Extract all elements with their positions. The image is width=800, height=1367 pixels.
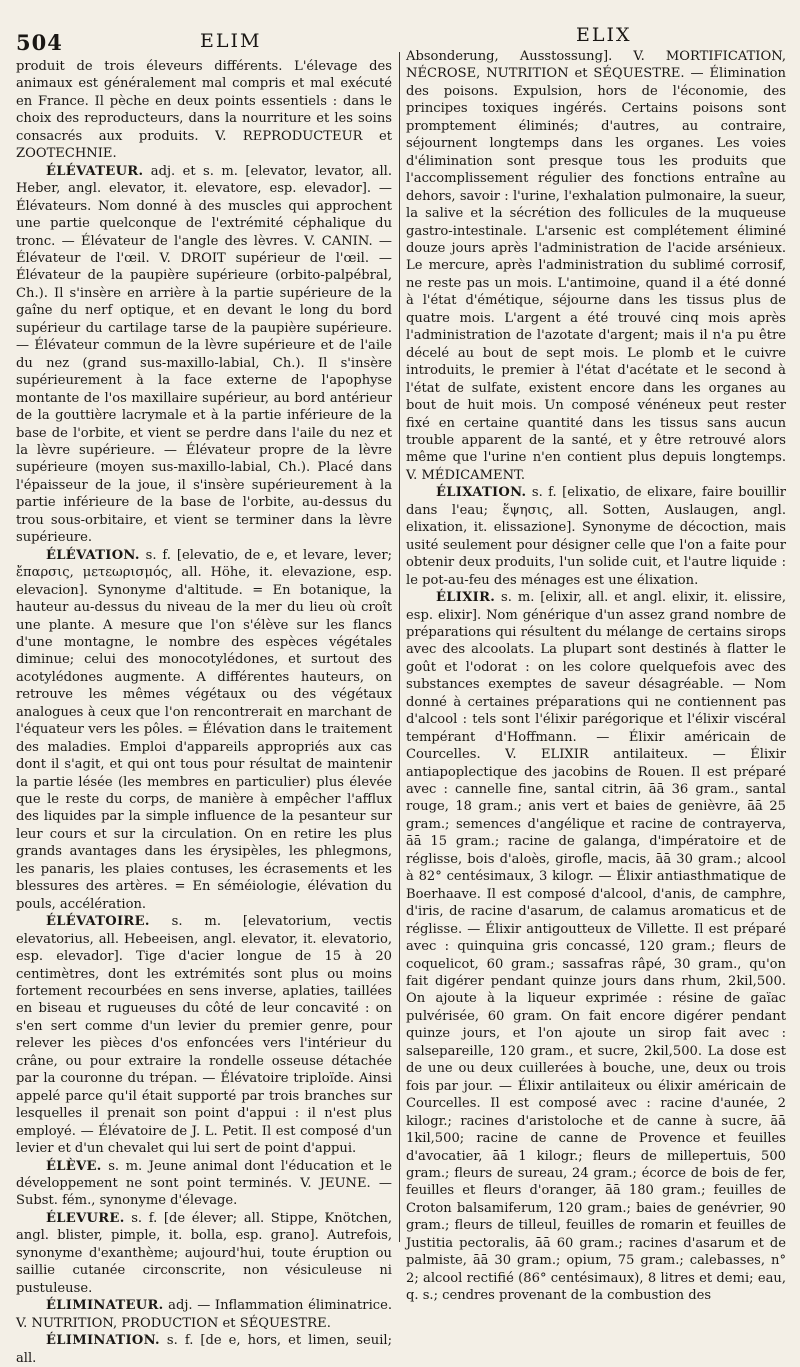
right-column [406,48,786,1304]
column-divider [399,52,400,1242]
left-column-paragraph [16,1297,392,1332]
entry-headword: ÉLÈVE. [46,1158,102,1174]
entry-headword: ÉLIMINATION. [46,1333,160,1349]
left-column-paragraph [16,1210,392,1297]
right-running-head: ELIX [576,24,632,46]
left-column-paragraph [16,163,392,547]
entry-text: s. f. [elixatio, de elixare, faire bouillir dans l'eau; ἕψησις, all. Sotten, Auslaugen, angl. elixation, it. elissazione]. Synonyme de décoction, mais usité seulement pour désigner celle que l'on a faite pour obtenir deux produits, l'un solide cuit, et l'autre liquide : le pot-au-feu des ménages est une élixation. [406,485,786,588]
entry-headword: ÉLIXATION. [436,485,527,501]
right-column-paragraph [406,48,786,484]
left-column-paragraph [16,1332,392,1367]
right-column-paragraph [406,589,786,1305]
entry-text: s. f. [de élever; all. Stippe, Knötchen, angl. blister, pimple, it. bolla, esp. grano]. Autrefois, synonyme d'exanthème; aujourd'hui, toute éruption ou saillie cutanée circonscrite, non vésiculeuse ni pustuleuse. [16,1210,392,1296]
entry-text: s. f. [elevatio, de e, et levare, lever; ἔπαρσις, μετεωρισμός, all. Höhe, it. elevazione, esp. elevacion]. Synonyme d'altitude. = En botanique, la hauteur au-dessus du niveau de la mer du lieu où croît une plante. A mesure que l'on s'élève sur les flancs d'une montagne, le nombre des espèces végétales diminue; celui des monocotylédones, et surtout des acotylédones augmente. A différentes hauteurs, on retrouve les mêmes végétaux ou des végétaux analogues à ceux que l'on rencontrerait en marchant de l'équateur vers les pôles. = Élévation dans le traitement des maladies. Emploi d'appareils appropriés aux cas dont il s'agit, et qui ont tous pour résultat de maintenir la partie lésée (les membres en particulier) plus élevée que le reste du corps, de manière à empêcher l'afflux des liquides par la simple influence de la pesanteur sur leur cours et sur la circulation. On en retire les plus grands avantages dans les érysipèles, les phlegmons, les panaris, les plaies contuses, les écrasements et les blessures des artères. = En séméiologie, élévation du pouls, accélération. [16,547,392,912]
left-running-head: ELIM [200,30,262,52]
right-column-paragraph [406,484,786,589]
entry-text: adj. — Inflammation éliminatrice. V. NUTRITION, PRODUCTION et SÉQUESTRE. [16,1298,392,1331]
left-column-paragraph [16,1158,392,1210]
left-column-paragraph [16,58,392,163]
entry-text: s. f. [de e, hors, et limen, seuil; all. [16,1333,392,1366]
entry-headword: ÉLEVURE. [46,1210,125,1226]
entry-text: s. m. [elixir, all. et angl. elixir, it. elissire, esp. elixir]. Nom générique d'un assez grand nombre de préparations qui résultent du mélange de certains sirops avec des alcoolats. La plupart sont destinés à flatter le goût et l'odorat : on les colore quelquefois avec des substances exemptes de saveur désagréable. — Nom donné à certaines préparations qui ne contiennent pas d'alcool : tels sont l'élixir parégorique et l'élixir viscéral tempérant d'Hoffmann. — Élixir américain de Courcelles. V. ELIXIR antilaiteux. — Élixir antiapoplectique des jacobins de Rouen. Il est préparé avec : cannelle fine, santal citrin, āā 36 gram., santal rouge, 18 gram.; anis vert et baies de genièvre, āā 25 gram.; semences d'angélique et racine de contrayerva, āā 15 gram.; racine de galanga, d'impératoire et de réglisse, bois d'aloès, girofle, macis, āā 30 gram.; alcool à 82° centésimaux, 3 kilogr. — Élixir antiasthmatique de Boerhaave. Il est composé d'alcool, d'anis, de camphre, d'iris, de racine d'asarum, de calamus aromaticus et de réglisse. — Élixir antigoutteux de Villette. Il est préparé avec : quinquina gris concassé, 120 gram.; fleurs de coquelicot, 60 gram.; sassafras râpé, 30 gram., qu'on fait digérer pendant quinze jours dans rhum, 2kil,500. On ajoute à la liqueur exprimée : résine de gaïac pulvérisée, 60 gram. On fait encore digérer pendant quinze jours, et l'on ajoute un sirop fait avec : salsepareille, 120 gram., et sucre, 2kil,500. La dose est de une ou deux cuillerées à bouche, une, deux ou trois fois par jour. — Élixir antilaiteux ou élixir américain de Courcelles. Il est composé avec : racine d'aunée, 2 kilogr.; racines d'aristoloche et de canne à sucre, āā 1kil,500; racine de canne de Provence et feuilles d'avocatier, āā 1 kilogr.; fleurs de millepertuis, 500 gram.; fleurs de sureau, 24 gram.; écorce de bois de fer, feuilles et fleurs d'oranger, āā 180 gram.; feuilles de Croton balsamiferum, 120 gram.; baies de genévrier, 90 gram.; fleurs de tilleul, feuilles de romarin et feuilles de Justitia pectoralis, āā 60 gram.; racines d'asarum et de palmiste, āā 30 gram.; opium, 75 gram.; calebasses, n° 2; alcool rectifié (86° centésimaux), 8 litres et demi; eau, q. s.; cendres provenant de la combustion des [406,590,786,1304]
entry-headword: ÉLIXIR. [436,590,496,606]
entry-headword: ÉLÉVATOIRE. [46,914,150,930]
entry-text: produit de trois éleveurs différents. L'élevage des animaux est généralement mal compris et mal exécuté en France. Il pèche en deux points essentiels : dans le choix des reproducteurs, dans la nourriture et les soins consacrés aux produits. V. REPRODUCTEUR et ZOOTECHNIE. [16,59,392,162]
left-column-paragraph [16,913,392,1157]
entry-headword: ÉLIMINATEUR. [46,1298,164,1314]
left-column-paragraph [16,547,392,914]
entry-headword: ÉLÉVATEUR. [46,163,144,179]
entry-headword: ÉLÉVATION. [46,547,140,563]
entry-text: s. m. [elevatorium, vectis elevatorius, all. Hebeeisen, angl. elevator, it. elevatorio, esp. elevador]. Tige d'acier longue de 15 à 20 centimètres, dont les extrémités sont plus ou moins fortement recourbées en sens inverse, aplaties, taillées en biseau et rugueuses du côté de leur concavité : on s'en sert comme d'un levier du premier genre, pour relever les pièces d'os enfoncées vers l'intérieur du crâne, ou pour extraire la rondelle osseuse détachée par la couronne du trépan. — Élévatoire triploïde. Ainsi appelé parce qu'il était supporté par trois branches sur lesquelles il prenait son point d'appui : il n'est plus employé. — Élévatoire de J. L. Petit. Il est composé d'un levier et d'un chevalet qui lui sert de point d'appui. [16,914,392,1157]
page-number: 504 [16,30,63,55]
left-column [16,58,392,1366]
entry-text: s. m. Jeune animal dont l'éducation et le développement ne sont point terminés. V. JEUNE. — Subst. fém., synonyme d'élevage. [16,1158,392,1209]
entry-text: adj. et s. m. [elevator, levator, all. Heber, angl. elevator, it. elevatore, esp. elevador]. — Élévateurs. Nom donné à des muscles qui approchent une partie quelconque de l'extrémité céphalique du tronc. — Élévateur de l'angle des lèvres. V. CANIN. — Élévateur de l'œil. V. DROIT supérieur de l'œil. — Élévateur de la paupière supérieure (orbito-palpébral, Ch.). Il s'insère en arrière à la partie supérieure de la gaîne du nerf optique, et en devant le long du bord supérieur du cartilage tarse de la paupière supérieure. — Élévateur commun de la lèvre supérieure et de l'aile du nez (grand sus-maxillo-labial, Ch.). Il s'insère supérieurement à la face externe de l'apophyse montante de l'os maxillaire supérieur, au bord antérieur de la gouttière lacrymale et à la partie inférieure de la base de l'orbite, et vient se perdre dans l'aile du nez et la lèvre supérieure. — Élévateur propre de la lèvre supérieure (moyen sus-maxillo-labial, Ch.). Placé dans l'épaisseur de la joue, il s'insère supérieurement à la partie inférieure de la base de l'orbite, au-dessus du trou sous-orbitaire, et vient se terminer dans la lèvre supérieure. [16,163,392,546]
entry-text: Absonderung, Ausstossung]. V. MORTIFICATION, NÉCROSE, NUTRITION et SÉQUESTRE. — Élimination des poisons. Expulsion, hors de l'économie, des principes toxiques ingérés. Certains poisons sont promptement éliminés; d'autres, au contraire, séjournent longtemps dans les organes. Les voies d'élimination sont presque tous les produits que l'accomplissement régulier des fonctions entraîne au dehors, savoir : l'urine, l'exhalation pulmonaire, la sueur, la salive et la sécrétion des follicules de la muqueuse gastro-intestinale. L'arsenic est complétement éliminé douze jours après l'administration de l'acide arsénieux. Le mercure, après l'administration du sublimé corrosif, ne reste pas un mois. L'antimoine, quand il a été donné à l'état d'émétique, séjourne dans les tissus plus de quatre mois. L'argent a été trouvé cinq mois après l'administration de l'azotate d'argent; mais il n'a pu être décelé au bout de sept mois. Le plomb et le cuivre introduits, le premier à l'état d'acétate et le second à l'état de sulfate, existent encore dans les organes au bout de huit mois. Un composé vénéneux peut rester fixé en certaine quantité dans les tissus sans aucun trouble apparent de la santé, et y être retrouvé alors même que l'urine n'en contient plus depuis longtemps. V. MÉDICAMENT. [406,49,786,483]
